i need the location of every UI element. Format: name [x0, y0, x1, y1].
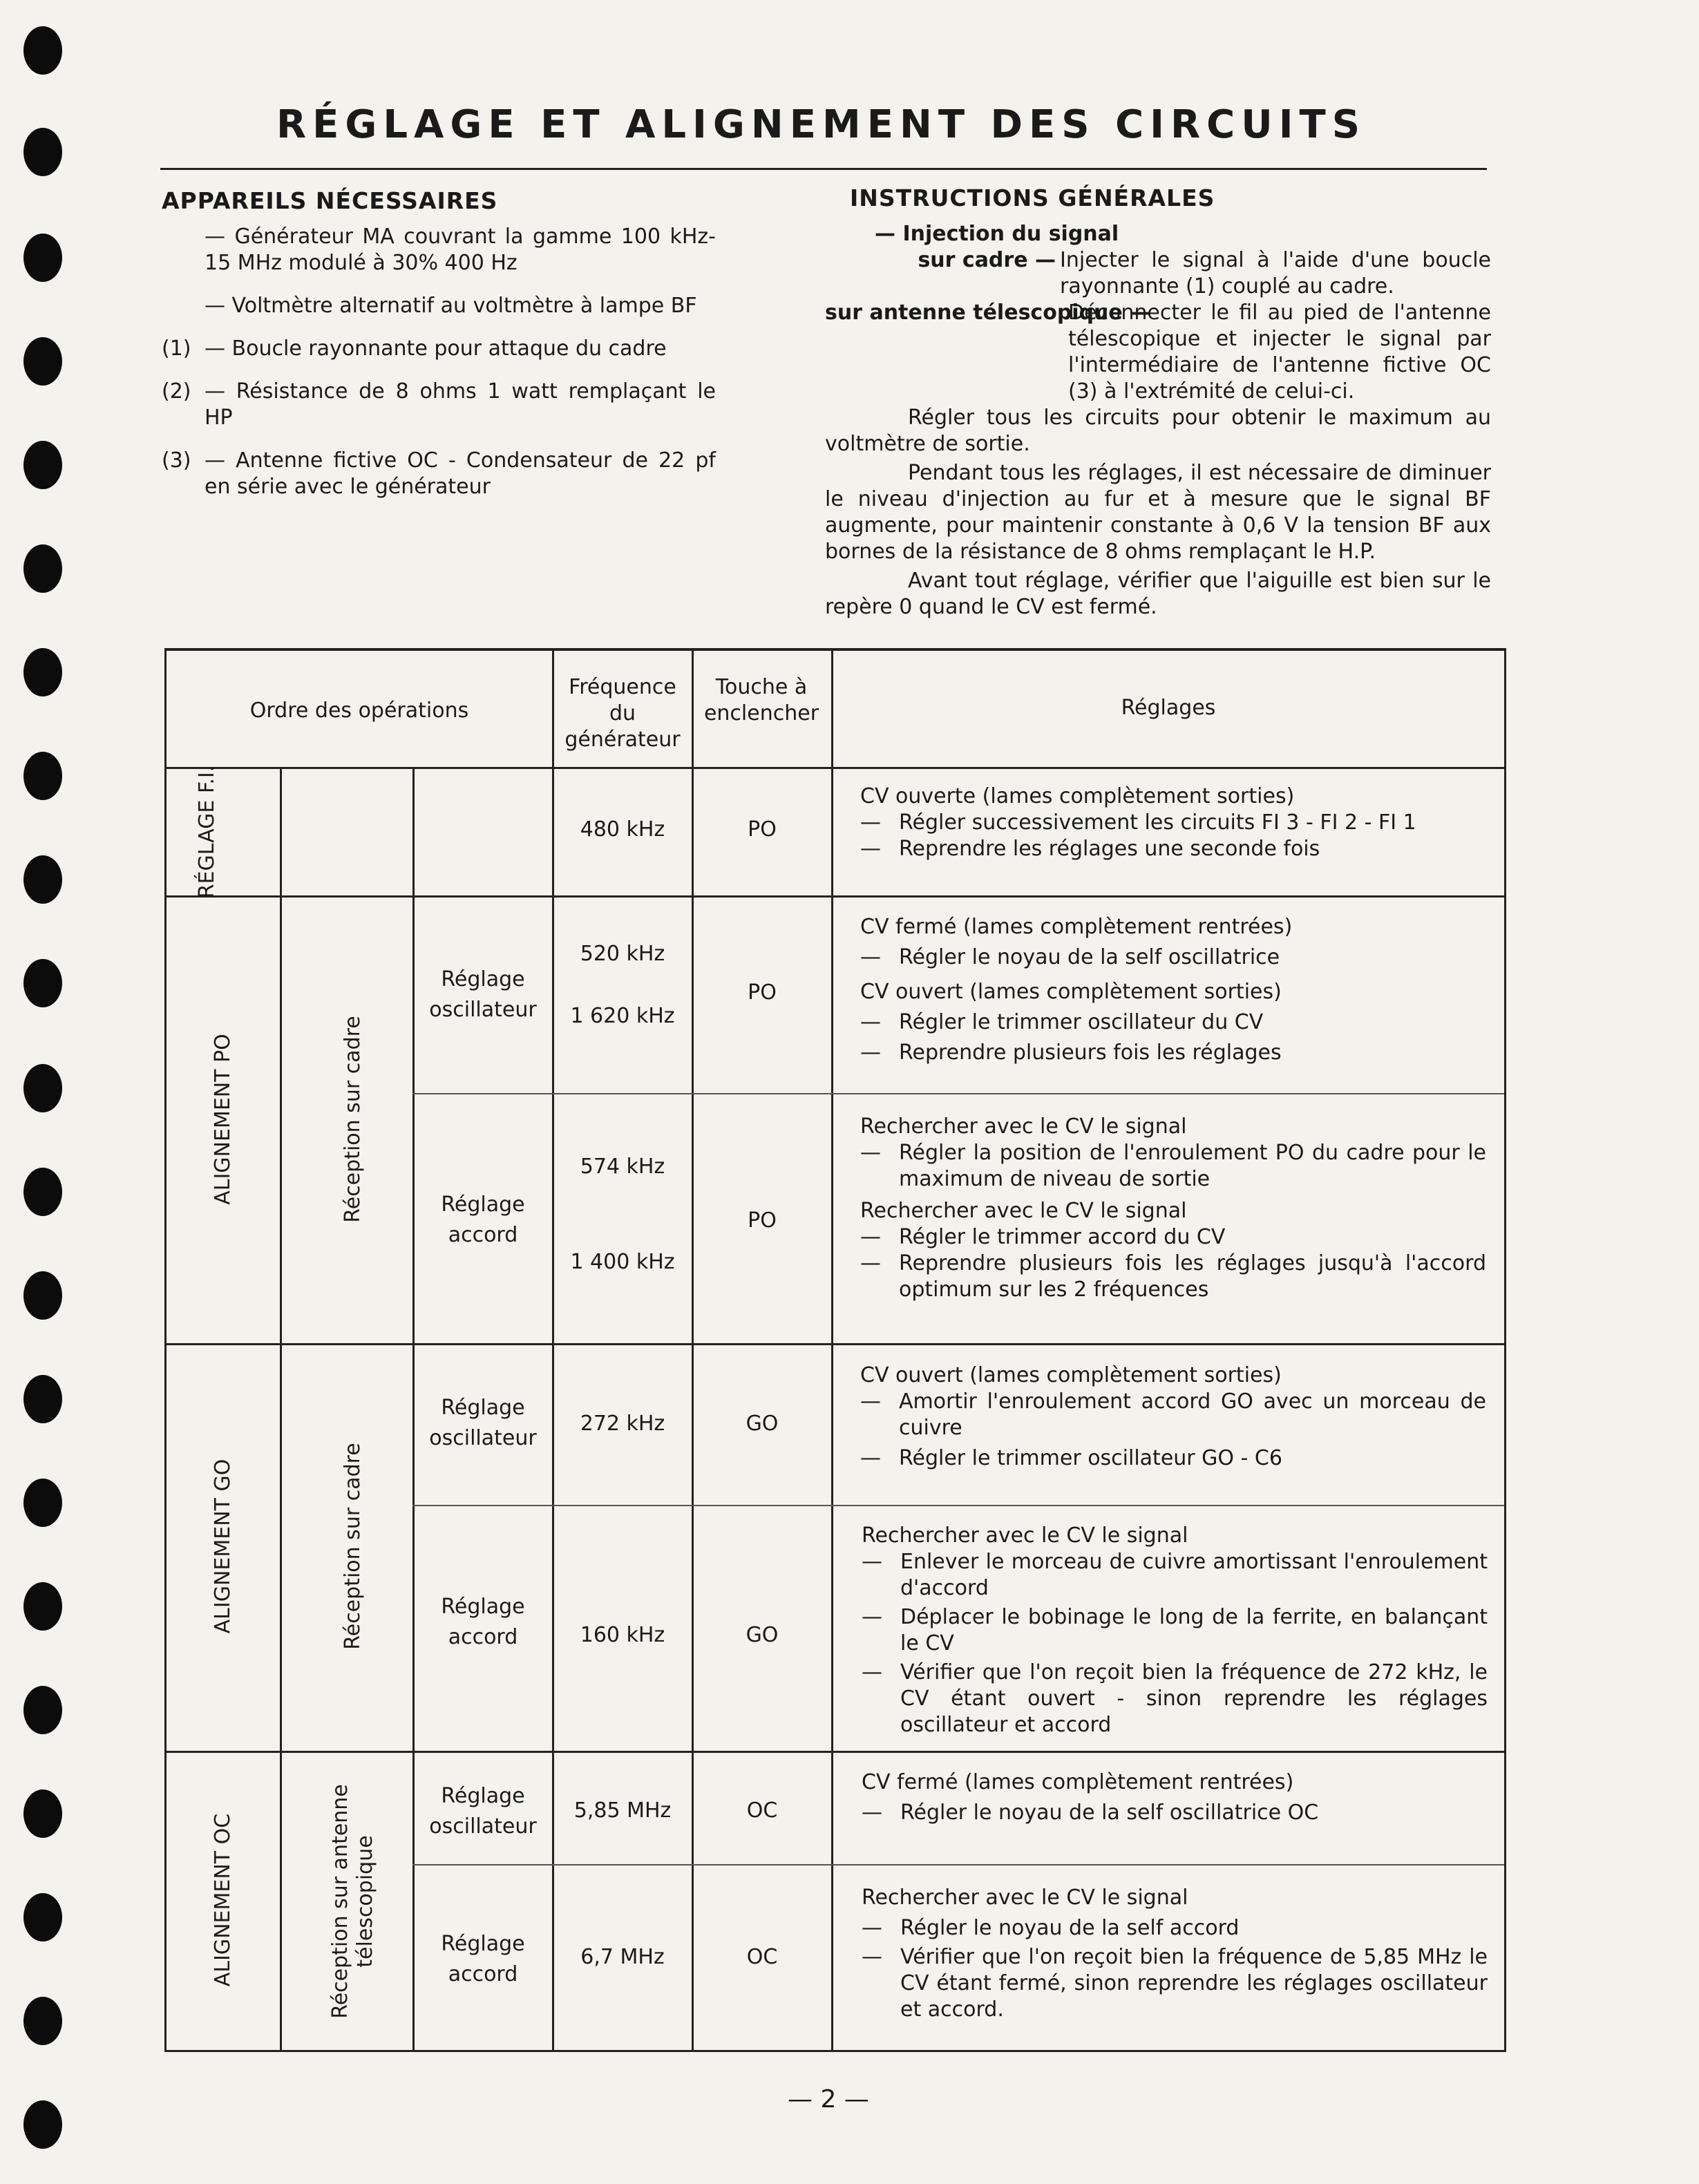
- header-reglages: Réglages: [1121, 696, 1216, 720]
- list-item: (2) — Résistance de 8 ohms 1 watt remplaçant le HP: [162, 379, 716, 430]
- binding-hole: [23, 1582, 62, 1631]
- fi-reglages: CV ouverte (lames complètement sorties) — Régler successivement les circuits FI 3 - FI 2 - FI 1 — Reprendre les réglages une seconde fois: [860, 784, 1416, 861]
- section-label-go: ALIGNEMENT GO: [211, 1459, 235, 1634]
- binding-hole: [23, 1168, 62, 1216]
- go-osc-reglages: CV ouvert (lames complètement sorties) — Amortir l'enroulement accord GO avec un morceau de cuivre — Régler le trimmer oscillateur GO - C6: [860, 1363, 1486, 1470]
- binding-hole: [23, 544, 62, 593]
- header-ordre: Ordre des opérations: [249, 699, 469, 723]
- binding-hole: [23, 337, 62, 386]
- cadre-row: [825, 247, 1491, 300]
- oc-osc-reglages: CV fermé (lames complètement rentrées) — Régler le noyau de la self oscillatrice OC: [862, 1770, 1319, 1825]
- oc-acc-operation: Réglage accord: [441, 1932, 525, 1986]
- oc-osc-touche: OC: [746, 1798, 778, 1823]
- oc-osc-operation: Réglage oscillateur: [429, 1784, 537, 1839]
- binding-hole: [23, 1375, 62, 1423]
- instructions-paragraph: Avant tout réglage, vérifier que l'aiguille est bien sur le repère 0 quand le CV est fermé.: [825, 569, 1491, 619]
- title-rule: [160, 168, 1487, 170]
- apparatus-heading: APPAREILS NÉCESSAIRES: [162, 187, 498, 214]
- header-frequence: Fréquence du générateur: [564, 675, 681, 752]
- go-acc-frequency: 160 kHz: [580, 1623, 665, 1647]
- po-acc-frequency-1: 574 kHz: [580, 1155, 665, 1179]
- po-acc-frequency-2: 1 400 kHz: [570, 1250, 675, 1274]
- section-label-po: ALIGNEMENT PO: [211, 1034, 235, 1205]
- oc-acc-frequency: 6,7 MHz: [580, 1945, 665, 1969]
- antenne-text: Déconnecter le fil au pied de l'antenne télescopique et injecter le signal par l'intermédiaire de l'antenne fictive OC (3) à l'extrémité de celui-ci.: [1068, 301, 1491, 403]
- po-acc-operation: Réglage accord: [441, 1193, 525, 1247]
- binding-hole: [23, 1064, 62, 1112]
- binding-hole: [23, 26, 62, 75]
- po-osc-touche: PO: [748, 980, 777, 1005]
- binding-hole: [23, 1893, 62, 1941]
- page-title: RÉGLAGE ET ALIGNEMENT DES CIRCUITS: [276, 102, 1367, 147]
- table-rule: [552, 651, 554, 2052]
- table-rule: [692, 651, 694, 2052]
- binding-hole: [23, 1997, 62, 2045]
- alignment-table: [164, 648, 1506, 2052]
- oc-acc-touche: OC: [746, 1945, 778, 1969]
- go-osc-frequency: 272 kHz: [580, 1412, 665, 1436]
- binding-hole: [23, 1271, 62, 1320]
- go-acc-reglages: Rechercher avec le CV le signal — Enlever le morceau de cuivre amortissant l'enroulement d'accord — Déplacer le bobinage le long de la ferrite, en balançant le CV — Vérifier que l'on reçoit bien la fréquence de 272 kHz, le CV étant ouvert - sinon reprendre les réglages oscillateur et accord: [862, 1523, 1488, 1737]
- antenne-label: sur antenne télescopique —: [825, 301, 1151, 325]
- po-osc-reglages: CV fermé (lames complètement rentrées) — Régler le noyau de la self oscillatrice CV ouvert (lames complètement sorties) — Régler le trimmer oscillateur du CV — Reprendre plusieurs fois les réglages: [860, 915, 1293, 1065]
- list-item: — Générateur MA couvrant la gamme 100 kHz-15 MHz modulé à 30% 400 Hz: [205, 225, 716, 275]
- table-rule: [280, 768, 282, 2052]
- section-label-fi: RÉGLAGE F.I.: [195, 765, 219, 899]
- binding-hole: [23, 234, 62, 282]
- binding-hole: [23, 648, 62, 696]
- apparatus-section: [162, 188, 716, 517]
- po-acc-touche: PO: [748, 1208, 777, 1233]
- table-rule: [412, 1093, 1504, 1094]
- oc-acc-reglages: Rechercher avec le CV le signal — Régler le noyau de la self accord — Vérifier que l'on reçoit bien la fréquence de 5,85 MHz le CV étant fermé, sinon reprendre les réglages oscillateur et accord.: [862, 1886, 1488, 2022]
- binding-hole: [23, 128, 62, 176]
- header-touche: Touche à enclencher: [703, 675, 819, 725]
- table-rule: [412, 1864, 1504, 1865]
- go-acc-operation: Réglage accord: [441, 1595, 525, 1649]
- po-osc-operation: Réglage oscillateur: [429, 967, 537, 1022]
- instructions-section: [825, 185, 1491, 620]
- page-number: — 2 —: [788, 2085, 869, 2114]
- reception-label-oc: Réception sur antenne télescopique: [328, 1784, 377, 2019]
- oc-osc-frequency: 5,85 MHz: [573, 1798, 672, 1823]
- table-rule: [167, 767, 1504, 769]
- list-item: (3) — Antenne fictive OC - Condensateur de 22 pf en série avec le générateur: [162, 448, 716, 499]
- table-rule: [412, 768, 415, 2052]
- binding-hole: [23, 959, 62, 1007]
- reception-label-po: Réception sur cadre: [341, 1016, 365, 1223]
- instructions-heading: INSTRUCTIONS GÉNÉRALES: [850, 184, 1215, 211]
- po-osc-frequency-2: 1 620 kHz: [570, 1004, 675, 1028]
- fi-frequency: 480 kHz: [580, 817, 665, 842]
- fi-touche: PO: [748, 817, 777, 842]
- cadre-label: sur cadre —: [918, 248, 1056, 272]
- instructions-paragraph: Pendant tous les réglages, il est nécessaire de diminuer le niveau d'injection au fur et à mesure que le signal BF augmente, pour maintenir constante à 0,6 V la tension BF aux bornes de la résistance de 8 ohms remplaçant le H.P.: [825, 461, 1491, 564]
- binding-hole: [23, 855, 62, 904]
- binding-hole: [23, 752, 62, 800]
- table-rule: [167, 895, 1504, 898]
- po-osc-frequency-1: 520 kHz: [580, 942, 665, 966]
- list-item: — Voltmètre alternatif au voltmètre à lampe BF: [205, 294, 697, 318]
- binding-hole: [23, 1479, 62, 1527]
- instructions-paragraph: Régler tous les circuits pour obtenir le maximum au voltmètre de sortie.: [825, 406, 1491, 456]
- binding-hole: [23, 441, 62, 489]
- table-rule: [412, 1505, 1504, 1506]
- po-acc-reglages: Rechercher avec le CV le signal — Régler la position de l'enroulement PO du cadre pour le maximum de niveau de sortie Rechercher avec le CV le signal — Régler le trimmer accord du CV — Reprendre plusieurs fois les réglages jusqu'à l'accord optimum sur les 2 fréquences: [860, 1114, 1486, 1302]
- go-osc-touche: GO: [746, 1412, 779, 1436]
- injection-label: — Injection du signal: [875, 222, 1119, 246]
- antenne-row: [825, 300, 1491, 405]
- table-rule: [167, 1343, 1504, 1345]
- go-osc-operation: Réglage oscillateur: [429, 1396, 537, 1450]
- reception-label-go: Réception sur cadre: [341, 1443, 365, 1650]
- list-item: (1) — Boucle rayonnante pour attaque du cadre: [162, 336, 667, 361]
- binding-hole: [23, 1686, 62, 1734]
- section-label-oc: ALIGNEMENT OC: [211, 1813, 235, 1987]
- go-acc-touche: GO: [746, 1623, 779, 1647]
- table-rule: [831, 651, 833, 2052]
- binding-hole: [23, 2100, 62, 2149]
- binding-hole: [23, 1789, 62, 1838]
- cadre-text: Injecter le signal à l'aide d'une boucle rayonnante (1) couplé au cadre.: [1060, 248, 1491, 298]
